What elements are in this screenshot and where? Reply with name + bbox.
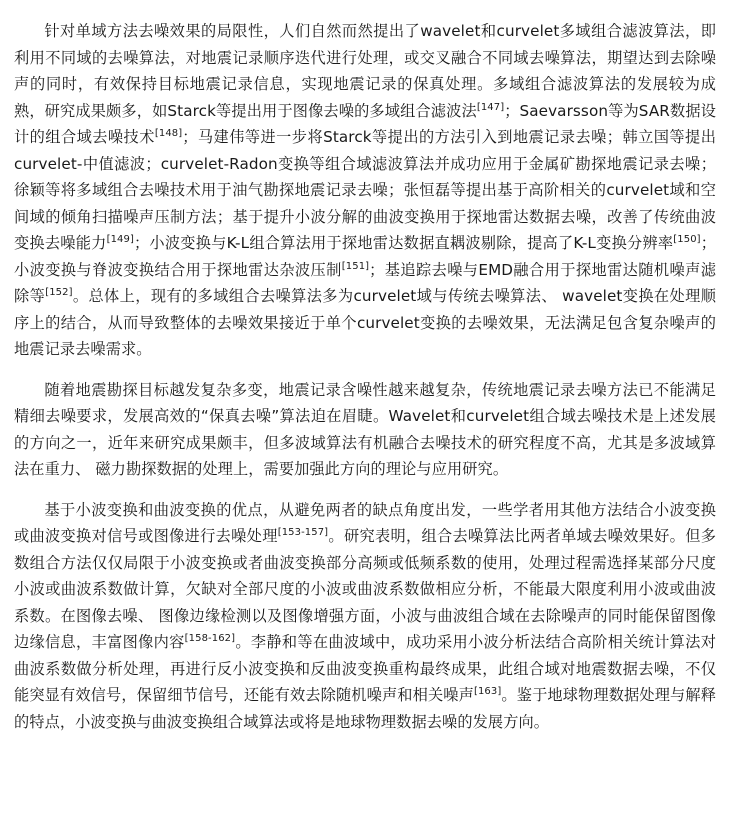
paragraph-text: 针对单域方法去噪效果的局限性，人们自然而然提出了wavelet和curvelet多域组合滤波算法，即利用不同域的去噪算法，对地震记录顺序迭代进行处理，或交叉融合不同域去噪算法，期望达到去除噪声的同时，有效保持目标地震记录信息，实现地震记录的保真处理。多域组合滤波算法的发展较为成熟，研究成果颇多，如Starck等提出用于图像去噪的多域组合滤波法 [14,22,716,120]
citation-ref: [163] [473,685,502,697]
paragraph-text: 基于小波变换和曲波变换的优点，从避免两者的缺点角度出发，一些学者用其他方法结合小波变换或曲波变换对信号或图像进行去噪处理 [14,500,716,545]
citation-ref: [151] [341,260,370,272]
citation-ref: [149] [106,233,134,245]
paragraph-text: ；基追踪去噪与EMD融合用于探地雷达随机噪声滤除等 [14,260,716,305]
citation-ref: [148] [154,127,183,139]
paragraph-text: 。鉴于地球物理数据处理与解释的特点，小波变换与曲波变换组合域算法或将是地球物理数据去噪的发展方向。 [14,686,717,731]
paragraph-text: 随着地震勘探目标越发复杂多变，地震记录含噪性越来越复杂，传统地震记录去噪方法已不能满足精细去噪要求，发展高效的“保真去噪”算法迫在眉睫。Wavelet和curvelet组合域去噪技术是上述发展的方向之一，近年来研究成果颇丰，但多波域算法有机融合去噪技术的研究程度不高，尤其是多波域算法在重力、 磁力勘探数据的处理上，需要加强此方向的理论与应用研究。 [14,380,716,478]
paragraph-1 [14,18,716,363]
citation-ref: [153-157] [277,526,329,538]
paragraph-3 [14,497,716,736]
paragraph-text: ；小波变换与K-L组合算法用于探地雷达数据直耦波剔除，提高了K-L变换分辨率 [133,234,674,252]
paragraph-text: ；马建伟等进一步将Starck等提出的方法引入到地震记录去噪；韩立国等提出curvelet-中值滤波；curvelet-Radon变换等组合域滤波算法并成功应用于金属矿勘探地震记录去噪；徐颖等将多域组合去噪技术用于油气勘探地震记录去噪；张恒磊等提出基于高阶相关的curvelet域和空间域的倾角扫描噪声压制方法；基于提升小波分解的曲波变换用于探地雷达数据去噪，改善了传统曲波变换去噪能力 [14,128,716,252]
citation-ref: [158-162] [184,632,236,644]
paragraph-text: ；小波变换与脊波变换结合用于探地雷达杂波压制 [14,234,716,279]
paragraph-text: 。李静和等在曲波域中，成功采用小波分析法结合高阶相关统计算法对曲波系数做分析处理，再进行反小波变换和反曲波变换重构最终成果，此组合域对地震数据去噪，不仅能突显有效信号，保留细节信号，还能有效去除随机噪声和相关噪声 [14,633,716,704]
citation-ref: [152] [45,286,73,298]
paragraph-text: 。研究表明，组合去噪算法比两者单域去噪效果好。但多数组合方法仅仅局限于小波变换或者曲波变换部分高频或低频系数的使用，处理过程需选择某部分尺度小波或曲波系数做计算，欠缺对全部尺度的小波或曲波系数做相应分析，不能最大限度利用小波或曲波系数。在图像去噪、 图像边缘检测以及图像增强方面，小波与曲波组合域在去除噪声的同时能保留图像边缘信息，丰富图像内容 [14,527,716,651]
paragraph-text: 。总体上，现有的多域组合去噪算法多为curvelet域与传统去噪算法、 wavelet变换在处理顺序上的结合，从而导致整体的去噪效果接近于单个curvelet变换的去噪效果，无法满足包含复杂噪声的地震记录去噪需求。 [14,287,716,358]
paragraph-text: ；Saevarsson等为SAR数据设计的组合域去噪技术 [14,101,716,146]
citation-ref: [147] [476,101,505,113]
citation-ref: [150] [673,233,701,245]
paragraph-2 [14,377,716,483]
